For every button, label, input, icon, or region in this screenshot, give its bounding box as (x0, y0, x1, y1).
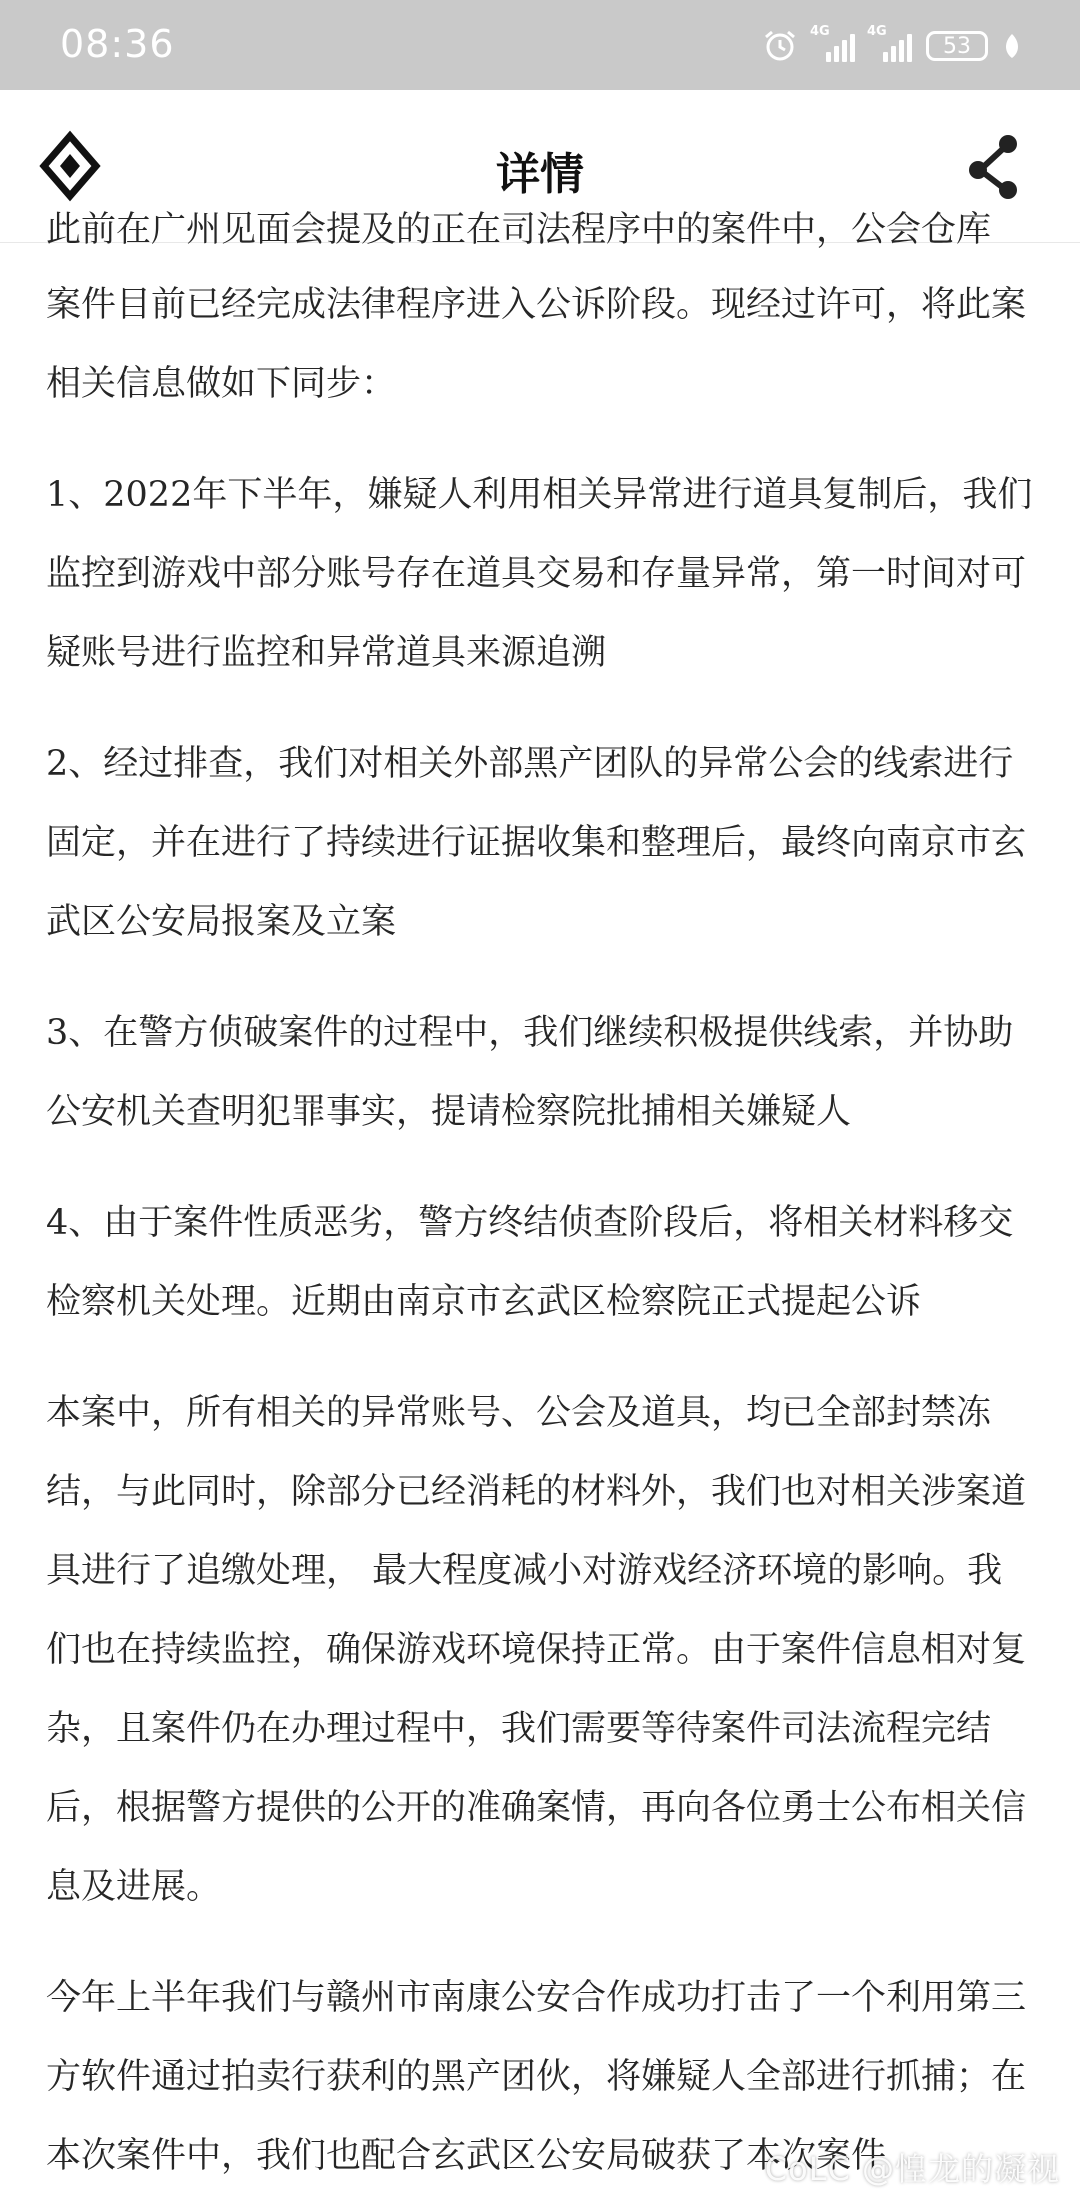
summary-paragraph: 本案中，所有相关的异常账号、公会及道具，均已全部封禁冻结，与此同时，除部分已经消耗的材料外，我们也对相关涉案道具进行了追缴处理， 最大程度减小对游戏经济环境的影响。我们也在持续监控，确保游戏环境保持正常。由于案件信息相对复杂，且案件仍在办理过程中，我们需要等待案件司法流程完结后，根据警方提供的公开的准确案情，再向各位勇士公布相关信息及进展。 (46, 1393, 1027, 1907)
intro-paragraph: 案件目前已经完成法律程序进入公诉阶段。现经过许可，将此案相关信息做如下同步： (46, 285, 1027, 404)
status-icons (762, 24, 1022, 68)
battery-level: 53 (943, 33, 971, 59)
watermark: CoLC @惶龙的凝视 (764, 2150, 1060, 2188)
battery-icon (926, 31, 988, 61)
point-paragraph-3: 3、在警方侦破案件的过程中，我们继续积极提供线索，并协助公安机关查明犯罪事实，提请检察院批捕相关嫌疑人 (46, 1013, 1014, 1132)
partial-paragraph-text: 此前在广州见面会提及的正在司法程序中的案件中，公会仓库 (46, 210, 992, 250)
closing-paragraph: 今年上半年我们与赣州市南康公安合作成功打击了一个利用第三方软件通过拍卖行获利的黑产团伙，将嫌疑人全部进行抓捕；在本次案件中，我们也配合玄武区公安局破获了本次案件 (46, 1978, 1027, 2176)
signal-strength-icon (867, 24, 912, 62)
signal-strength-icon (810, 24, 855, 62)
point-paragraph-2: 2、经过排查，我们对相关外部黑产团队的异常公会的线索进行固定，并在进行了持续进行证据收集和整理后，最终向南京市玄武区公安局报案及立案 (46, 744, 1027, 942)
partial-paragraph-line (46, 210, 1036, 266)
status-bar (0, 0, 1080, 90)
point-paragraph-1: 1、2022年下半年，嫌疑人利用相关异常进行道具复制后，我们监控到游戏中部分账号存在道具交易和存量异常，第一时间对可疑账号进行监控和异常道具来源追溯 (46, 475, 1033, 673)
signal-network-label: 4G (867, 24, 887, 39)
status-time: 08:36 (60, 22, 175, 66)
page-title: 详情 (496, 149, 584, 200)
article-body (46, 210, 1036, 2196)
alarm-icon (762, 28, 798, 64)
signal-network-label: 4G (810, 24, 830, 39)
leaf-icon (1002, 32, 1022, 60)
point-paragraph-4: 4、由于案件性质恶劣，警方终结侦查阶段后，将相关材料移交检察机关处理。近期由南京市玄武区检察院正式提起公诉 (46, 1203, 1014, 1322)
